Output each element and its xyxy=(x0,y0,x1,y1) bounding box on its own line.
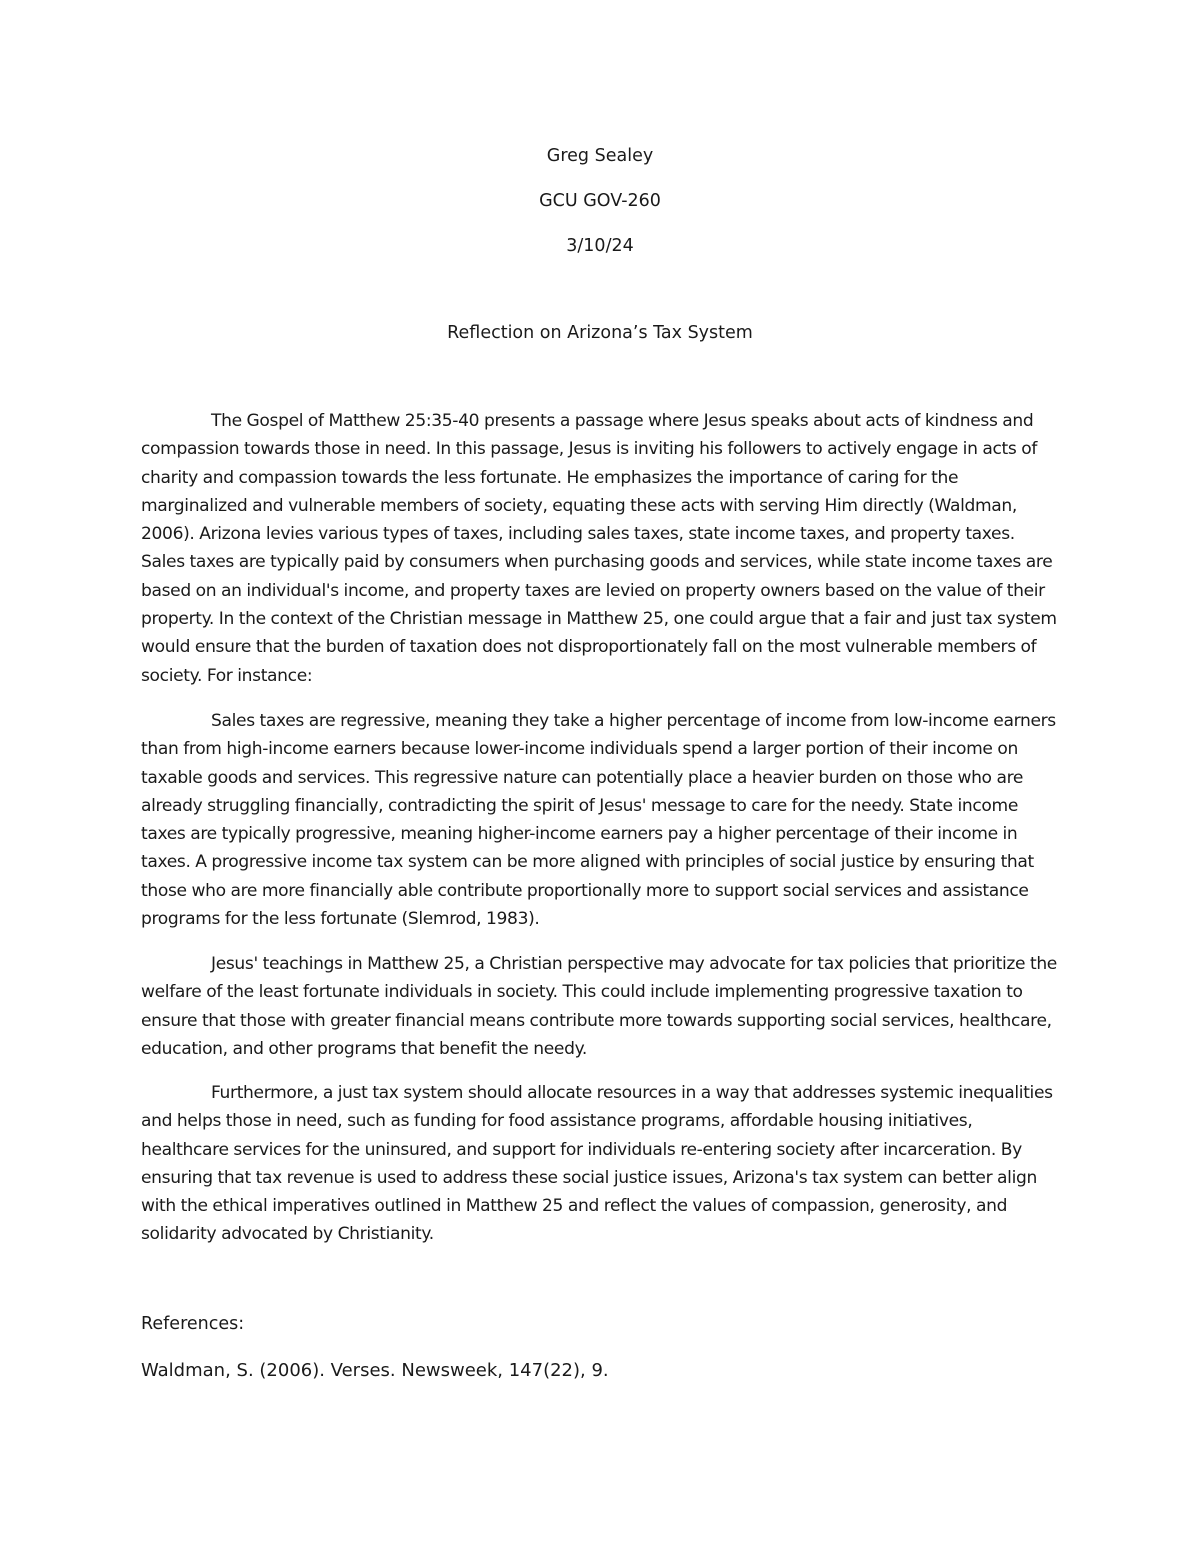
paragraph-christian-perspective: Jesus' teachings in Matthew 25, a Christian perspective may advocate for tax policies that prioritize the welfare of the least fortunate individuals in society. This could include implementing progressive taxation to ensure that those with greater financial means contribute more towards supporting social services, healthcare, education, and other programs that benefit the needy. xyxy=(141,954,1057,1059)
course-code: GCU GOV-260 xyxy=(539,191,661,211)
author-name: Greg Sealey xyxy=(546,146,654,166)
document-title: Reflection on Arizona’s Tax System xyxy=(447,323,753,343)
paragraph-sales-taxes: Sales taxes are regressive, meaning they take a higher percentage of income from low-income earners than from high-income earners because lower-income individuals spend a larger portion of their income on taxable goods and services. This regressive nature can potentially place a heavier burden on those who are already struggling financially, contradicting the spirit of Jesus' message to care for the needy. State income taxes are typically progressive, meaning higher-income earners pay a higher percentage of their income in taxes. A progressive income tax system can be more aligned with principles of social justice by ensuring that those who are more financially able contribute proportionally more to support social services and assistance programs for the less fortunate (Slemrod, 1983). xyxy=(141,711,1056,930)
document-date: 3/10/24 xyxy=(566,236,634,256)
paragraph-intro: The Gospel of Matthew 25:35-40 presents a passage where Jesus speaks about acts of kindness and compassion towards those in need. In this passage, Jesus is inviting his followers to actively engage in acts of charity and compassion towards the less fortunate. He emphasizes the importance of caring for the marginalized and vulnerable members of society, equating these acts with serving Him directly (Waldman, 2006). Arizona levies various types of taxes, including sales taxes, state income taxes, and property taxes. Sales taxes are typically paid by consumers when purchasing goods and services, while state income taxes are based on an individual's income, and property taxes are levied on property owners based on the value of their property. In the context of the Christian message in Matthew 25, one could argue that a fair and just tax system would ensure that the burden of taxation does not disproportionately fall on the most vulnerable members of society. For instance: xyxy=(141,411,1057,686)
paragraph-just-tax-system: Furthermore, a just tax system should allocate resources in a way that addresses systemic inequalities and helps those in need, such as funding for food assistance programs, affordable housing initiatives, healthcare services for the uninsured, and support for individuals re-entering society after incarceration. By ensuring that tax revenue is used to address these social justice issues, Arizona's tax system can better align with the ethical imperatives outlined in Matthew 25 and reflect the values of compassion, generosity, and solidarity advocated by Christianity. xyxy=(141,1083,1053,1245)
references-heading: References: xyxy=(141,1314,245,1334)
reference-entry: Waldman, S. (2006). Verses. Newsweek, 147(22), 9. xyxy=(141,1360,609,1381)
